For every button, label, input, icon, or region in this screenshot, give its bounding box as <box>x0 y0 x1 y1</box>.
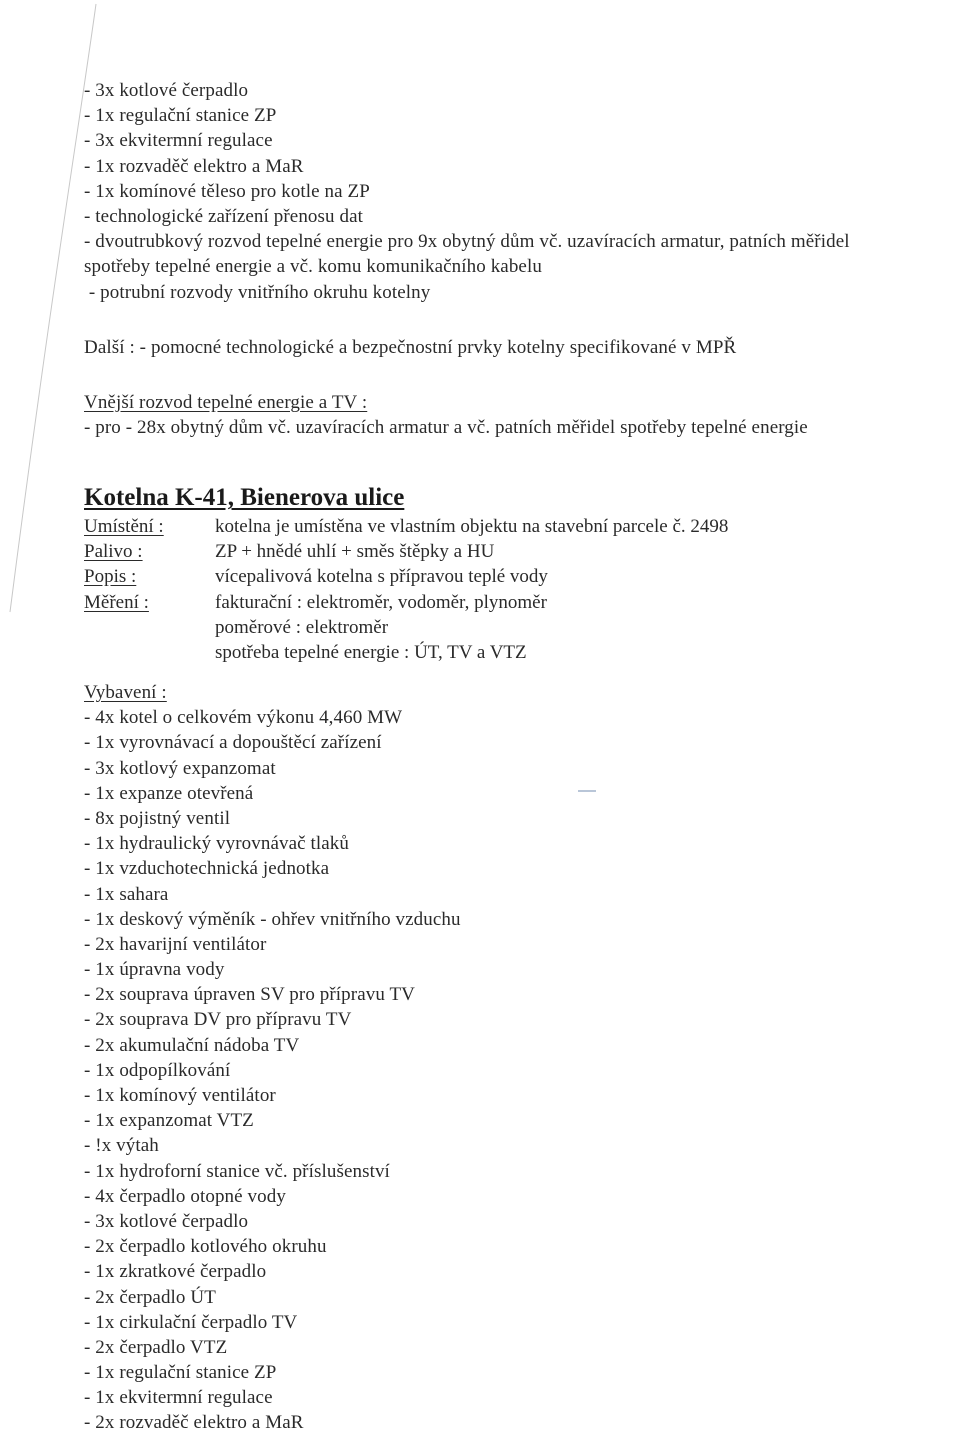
list-item: - 1x zkratkové čerpadlo <box>84 1261 267 1283</box>
list-item: - dvoutrubkový rozvod tepelné energie pro 9x obytný dům vč. uzavíracích armatur, patních měřidel <box>84 231 850 253</box>
popis-value: vícepalivová kotelna s přípravou teplé vody <box>215 566 548 588</box>
list-item: - 2x čerpadlo kotlového okruhu <box>84 1236 327 1258</box>
umisteni-row <box>84 514 954 539</box>
list-item: - technologické zařízení přenosu dat <box>84 205 363 227</box>
list-item: - 2x čerpadlo VTZ <box>84 1336 228 1358</box>
list-item: - 1x deskový výměník - ohřev vnitřního vzduchu <box>84 908 461 930</box>
palivo-label: Palivo : <box>84 541 143 563</box>
mereni-label: Měření : <box>84 591 149 613</box>
list-item: - 1x expanzomat VTZ <box>84 1110 254 1132</box>
mereni-value: spotřeba tepelné energie : ÚT, TV a VTZ <box>215 641 527 663</box>
list-item: - 1x úpravna vody <box>84 959 225 981</box>
list-item: - 1x hydraulický vyrovnávač tlaků <box>84 833 349 855</box>
list-item: - 1x komínové těleso pro kotle na ZP <box>84 180 370 202</box>
list-item: - 2x čerpadlo ÚT <box>84 1286 216 1308</box>
list-item: - 1x rozvaděč elektro a MaR <box>84 155 304 177</box>
mereni-row <box>84 590 954 615</box>
list-item: - !x výtah <box>84 1135 159 1157</box>
mereni-value: fakturační : elektroměr, vodoměr, plynoměr <box>215 591 547 613</box>
vnejsi-rozvod-section <box>84 390 954 440</box>
list-item: - 2x rozvaděč elektro a MaR <box>84 1412 304 1434</box>
mereni-row-3 <box>84 640 954 665</box>
list-item: - 4x čerpadlo otopné vody <box>84 1185 286 1207</box>
list-item: - 1x komínový ventilátor <box>84 1085 276 1106</box>
list-item: - 2x havarijní ventilátor <box>84 933 267 955</box>
list-item: - 1x cirkulační čerpadlo TV <box>84 1311 298 1333</box>
list-item: - 8x pojistný ventil <box>84 807 231 829</box>
vybaveni-list <box>84 705 954 1435</box>
list-item: - 1x hydroforní stanice vč. příslušenství <box>84 1160 390 1182</box>
kotelna-title: Kotelna K-41, Bienerova ulice <box>84 484 405 511</box>
list-item: - 3x ekvitermní regulace <box>84 130 273 152</box>
list-item: - 1x ekvitermní regulace <box>84 1387 273 1409</box>
scan-speck <box>578 790 596 792</box>
kotelna-section <box>84 484 954 512</box>
list-item: - 1x regulační stanice ZP <box>84 1362 277 1384</box>
mereni-value: poměrové : elektroměr <box>215 616 389 638</box>
top-equipment-list <box>84 78 954 305</box>
list-item: - 2x souprava úpraven SV pro přípravu TV <box>84 984 415 1006</box>
list-item: - 1x expanze otevřená <box>84 782 254 804</box>
kotelna-info <box>84 514 954 665</box>
list-item: - 3x kotlové čerpadlo <box>84 1210 249 1232</box>
umisteni-label: Umístění : <box>84 516 164 537</box>
umisteni-value: kotelna je umístěna ve vlastním objektu na stavební parcele č. 2498 <box>215 516 729 537</box>
popis-row <box>84 564 954 589</box>
list-item: - 2x souprava DV pro přípravu TV <box>84 1009 352 1031</box>
palivo-value: ZP + hnědé uhlí + směs štěpky a HU <box>215 541 495 563</box>
vnejsi-line: - pro - 28x obytný dům vč. uzavíracích armatur a vč. patních měřidel spotřeby tepelné energie <box>84 417 808 439</box>
list-item: - potrubní rozvody vnitřního okruhu kotelny <box>84 281 431 303</box>
list-item: - 4x kotel o celkovém výkonu 4,460 MW <box>84 707 403 729</box>
list-item: - 1x regulační stanice ZP <box>84 105 277 127</box>
palivo-row <box>84 539 954 564</box>
mereni-row-2 <box>84 615 954 640</box>
vybaveni-heading: Vybavení : <box>84 682 167 703</box>
dalsi-section <box>84 335 954 360</box>
list-item: - 2x akumulační nádoba TV <box>84 1034 300 1056</box>
list-item: - 1x vzduchotechnická jednotka <box>84 858 330 880</box>
list-item: - 3x kotlový expanzomat <box>84 757 276 779</box>
list-item: - 1x vyrovnávací a dopouštěcí zařízení <box>84 732 382 754</box>
list-item: - 1x sahara <box>84 883 169 905</box>
vybaveni-section <box>84 680 954 1436</box>
dalsi-line: Další : - pomocné technologické a bezpečnostní prvky kotelny specifikované v MPŘ <box>84 337 737 358</box>
popis-label: Popis : <box>84 566 137 588</box>
list-item: - 3x kotlové čerpadlo <box>84 80 249 101</box>
list-item-continuation: spotřeby tepelné energie a vč. komu komunikačního kabelu <box>84 256 542 278</box>
list-item: - 1x odpopílkování <box>84 1059 231 1081</box>
vnejsi-heading: Vnější rozvod tepelné energie a TV : <box>84 392 368 413</box>
